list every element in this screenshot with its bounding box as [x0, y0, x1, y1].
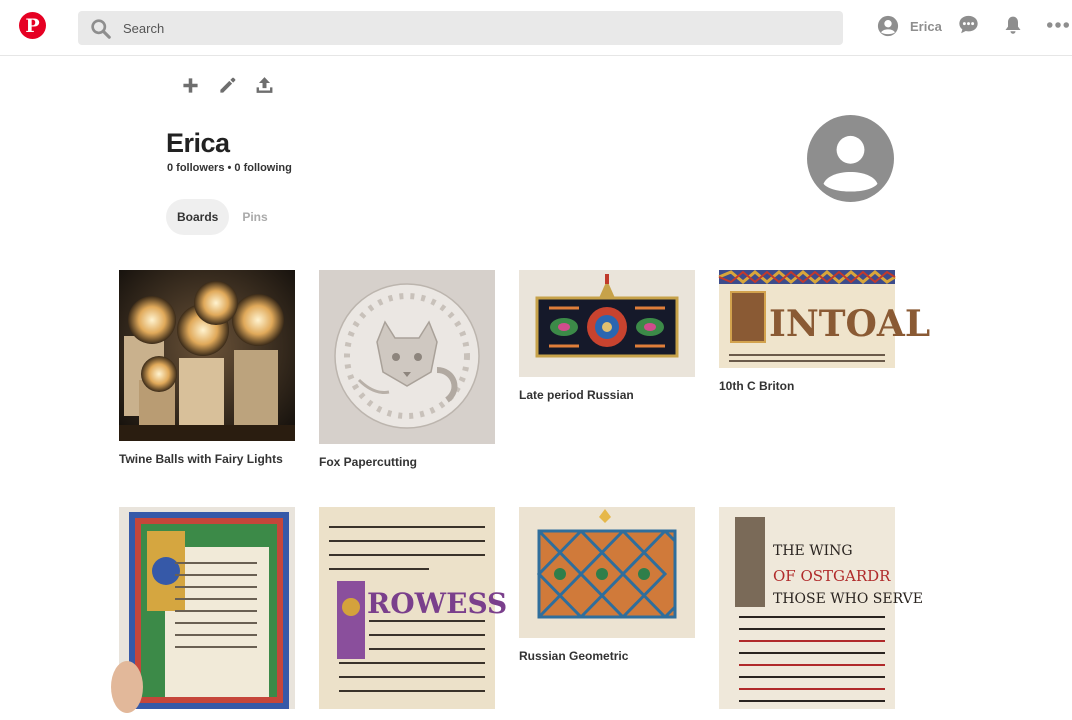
board-cover-image[interactable] [319, 507, 508, 709]
add-button[interactable] [180, 74, 200, 96]
pencil-icon [218, 76, 237, 95]
user-avatar-icon [877, 15, 899, 37]
share-profile-button[interactable] [254, 74, 274, 96]
board-title[interactable]: 10th C Briton [719, 379, 795, 393]
board-title[interactable]: Fox Papercutting [319, 455, 418, 469]
search-icon [90, 18, 111, 39]
board-card[interactable] [119, 270, 295, 466]
profile-toolbar [180, 74, 274, 96]
board-card[interactable] [319, 270, 495, 469]
tab-pins[interactable]: Pins [242, 210, 268, 224]
user-name-label: Erica [910, 18, 942, 34]
svg-text:OF OSTGARDR: OF OSTGARDR [773, 567, 891, 585]
svg-text:THOSE WHO SERVE: THOSE WHO SERVE [773, 591, 923, 607]
board-card[interactable] [519, 270, 695, 402]
board-cover-image[interactable] [719, 270, 931, 368]
profile-avatar-icon[interactable] [807, 115, 894, 202]
more-options-icon[interactable] [1047, 18, 1069, 32]
board-card[interactable] [719, 270, 931, 393]
search-bar[interactable] [78, 11, 843, 45]
edit-profile-button[interactable] [217, 74, 237, 96]
board-card[interactable] [319, 507, 508, 720]
pinterest-logo-icon[interactable]: P [19, 12, 46, 39]
profile-name: Erica [166, 128, 230, 158]
board-cover-image[interactable] [519, 270, 695, 377]
board-cover-image[interactable] [519, 507, 695, 638]
board-cover-image[interactable] [719, 507, 923, 709]
plus-icon [182, 77, 199, 94]
board-title[interactable]: Russian Geometric [519, 649, 629, 663]
board-cover-image[interactable] [119, 507, 295, 709]
board-title[interactable]: Twine Balls with Fairy Lights [119, 452, 283, 466]
top-bar [0, 0, 1072, 56]
profile-tabs [166, 199, 279, 235]
board-card[interactable] [519, 507, 695, 663]
search-input[interactable] [123, 11, 823, 45]
tab-boards[interactable]: Boards [166, 199, 229, 235]
board-cover-image[interactable] [119, 270, 295, 441]
board-card[interactable] [719, 507, 923, 720]
profile-follow-stats[interactable]: 0 followers • 0 following [167, 162, 292, 174]
messages-icon[interactable] [957, 14, 980, 36]
board-title[interactable]: Late period Russian [519, 388, 634, 402]
board-card[interactable] [119, 507, 295, 720]
svg-text:INTOAL: INTOAL [769, 303, 931, 345]
user-profile-link[interactable] [877, 14, 942, 38]
svg-text:ROWESS: ROWESS [367, 587, 508, 620]
notifications-bell-icon[interactable] [1003, 14, 1023, 36]
svg-text:THE WING: THE WING [773, 543, 853, 559]
upload-share-icon [255, 75, 274, 95]
board-cover-image[interactable] [319, 270, 495, 444]
